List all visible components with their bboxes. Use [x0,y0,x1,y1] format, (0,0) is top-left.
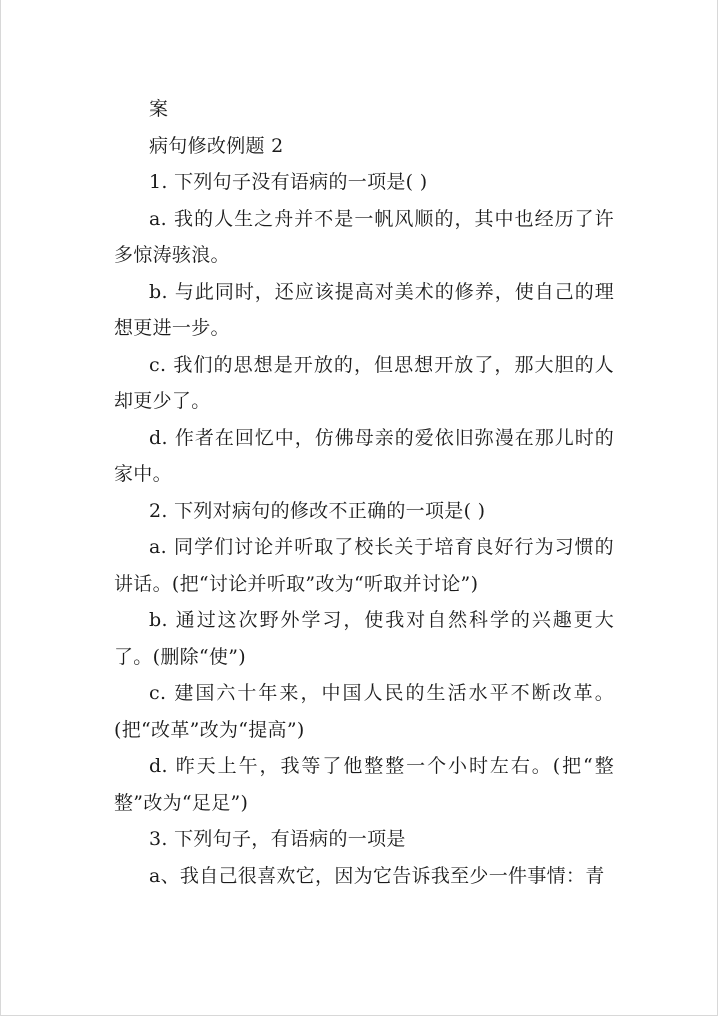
question-2-option-b: b. 通过这次野外学习，使我对自然科学的兴趣更大了。(删除“使”) [114,609,614,668]
section-heading: 病句修改例题 2 [149,134,284,157]
document-body [114,91,614,894]
question-2: 2. 下列对病句的修改不正确的一项是( ) [149,499,486,522]
question-1-option-d: d. 作者在回忆中，仿佛母亲的爱依旧弥漫在那儿时的家中。 [114,426,614,485]
question-3: 3. 下列句子，有语病的一项是 [149,828,406,850]
question-1-option-a: a. 我的人生之舟并不是一帆风顺的，其中也经历了许多惊涛骇浪。 [114,207,614,266]
question-2-option-d: d. 昨天上午，我等了他整整一个小时左右。(把“整整”改为“足足”) [114,755,614,814]
question-1-option-b: b. 与此同时，还应该提高对美术的修养，使自己的理想更进一步。 [114,280,614,339]
question-1-option-c: c. 我们的思想是开放的，但思想开放了，那大胆的人却更少了。 [114,353,614,412]
question-2-option-a: a. 同学们讨论并听取了校长关于培育良好行为习惯的讲话。(把“讨论并听取”改为“听取并讨论”) [114,536,614,595]
question-2-option-c: c. 建国六十年来，中国人民的生活水平不断改革。(把“改革”改为“提高”) [114,682,614,741]
question-3-option-a: a、我自己很喜欢它，因为它告诉我至少一件事情：青 [149,864,605,887]
question-1: 1. 下列句子没有语病的一项是( ) [149,171,428,193]
text-line-fragment: 案 [149,98,169,120]
